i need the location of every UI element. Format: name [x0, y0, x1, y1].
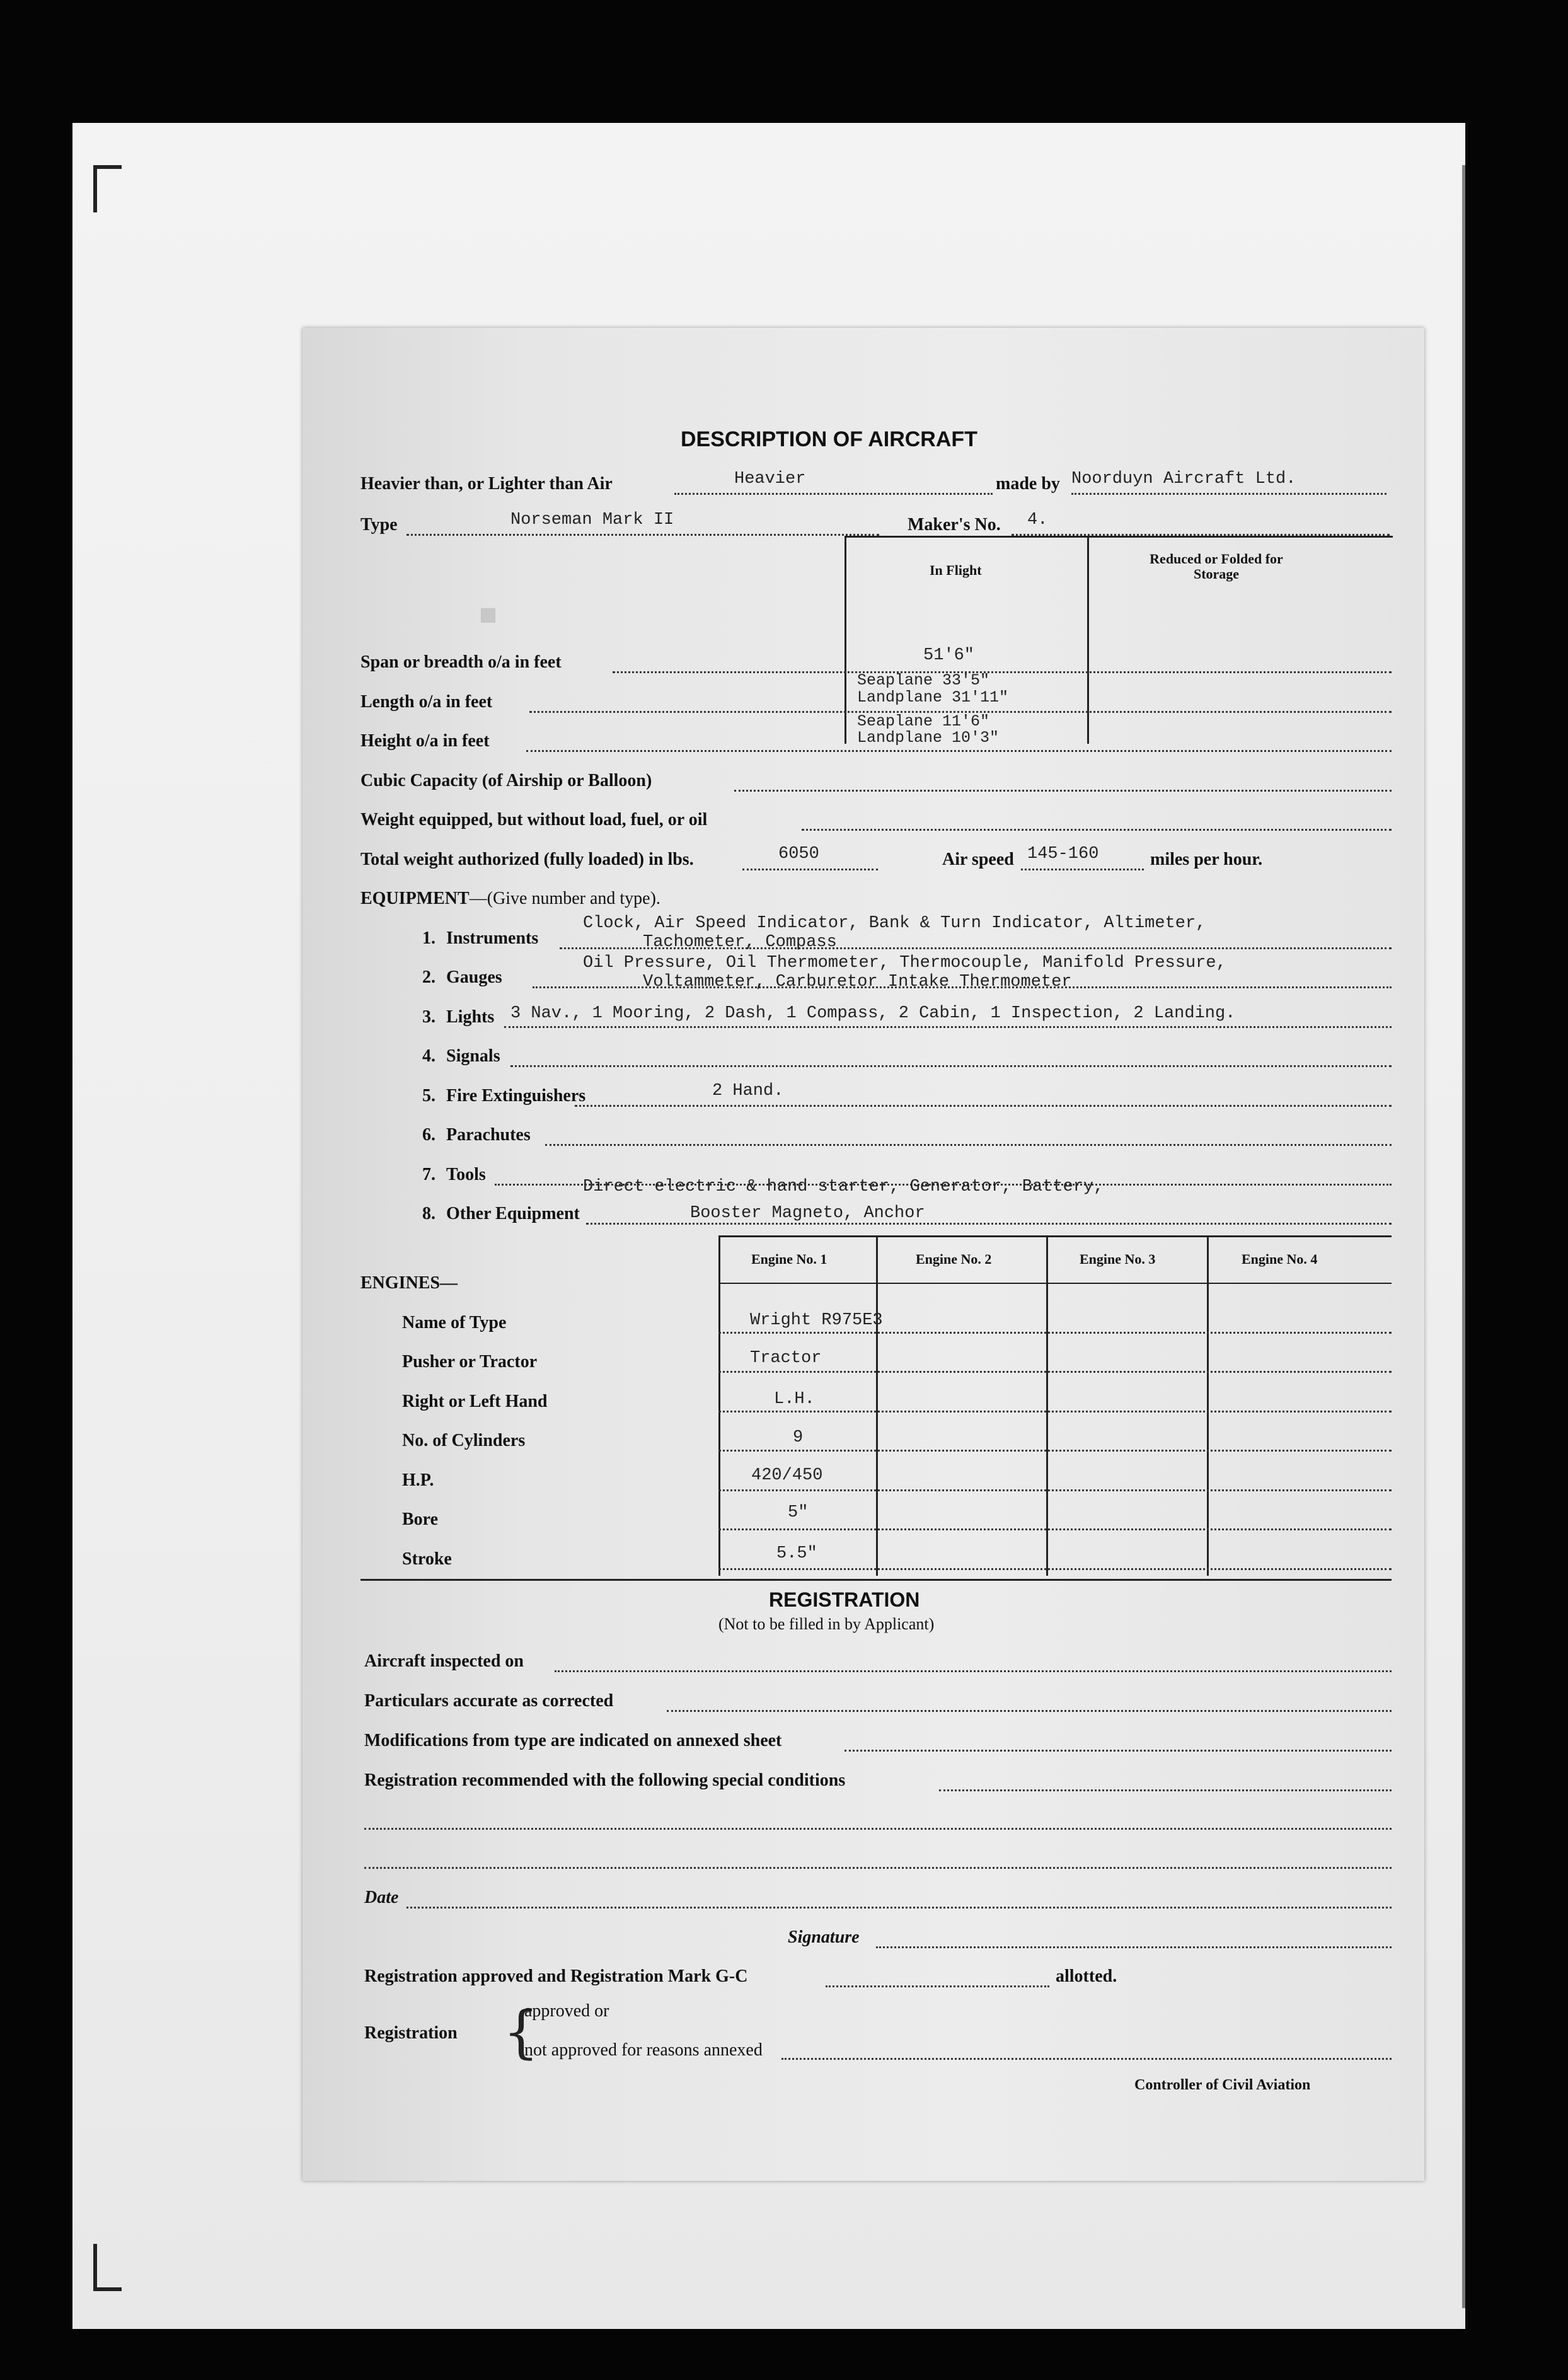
engines-header-rule	[718, 1283, 1392, 1284]
made-by-label: made by	[996, 474, 1060, 494]
recommended-label: Registration recommended with the following special conditions	[364, 1771, 846, 1790]
modifications-label: Modifications from type are indicated on annexed sheet	[364, 1731, 782, 1750]
total-weight-label: Total weight authorized (fully loaded) in lbs.	[360, 850, 694, 869]
weight-equipped-line	[802, 829, 1392, 831]
modifications-line	[845, 1750, 1392, 1752]
equipment-item-value-2: Tachometer, Compass	[643, 933, 837, 952]
engine-row-line	[718, 1528, 1392, 1530]
engine-row-line	[718, 1411, 1392, 1412]
type-value: Norseman Mark II	[510, 511, 674, 529]
equipment-item-num: 7.	[422, 1165, 435, 1184]
engine-row-line	[718, 1489, 1392, 1491]
engines-divider-1	[718, 1235, 720, 1576]
engine-col-2: Engine No. 2	[916, 1251, 992, 1267]
dims-table-top	[845, 536, 1393, 538]
equipment-item-label: Parachutes	[446, 1125, 531, 1145]
engine-row-value: L.H.	[774, 1390, 815, 1409]
air-type-line	[674, 493, 993, 495]
crop-mark-top-left-h	[93, 165, 122, 169]
engines-divider-3	[1046, 1235, 1048, 1576]
airspeed-value: 145-160	[1027, 845, 1099, 864]
weight-equipped-label: Weight equipped, but without load, fuel, or oil	[360, 810, 708, 829]
approved-or-label: approved or	[524, 2001, 609, 2021]
equipment-item-num: 2.	[422, 968, 435, 987]
engine-row-label: No. of Cylinders	[402, 1431, 526, 1450]
height-value-landplane: Landplane 10'3"	[857, 729, 1000, 747]
engine-row-value: 5"	[788, 1503, 809, 1522]
total-weight-value: 6050	[778, 845, 819, 864]
bleed-through-text: ■	[479, 599, 497, 633]
crop-mark-bottom-left-h	[93, 2287, 122, 2291]
engine-row-label: Name of Type	[402, 1313, 507, 1332]
equipment-heading-note: —(Give number and type).	[469, 889, 660, 908]
equipment-item-line	[575, 1105, 1392, 1107]
equipment-item-line	[510, 1065, 1392, 1067]
conditions-line-2	[364, 1867, 1392, 1869]
length-value-seaplane: Seaplane 33'5"	[857, 671, 990, 690]
crop-mark-bottom-left	[93, 2244, 97, 2291]
conditions-line-1	[364, 1828, 1392, 1830]
length-label: Length o/a in feet	[360, 692, 493, 712]
signature-line	[876, 1946, 1392, 1948]
engine-row-line	[718, 1371, 1392, 1373]
engine-row-line	[718, 1332, 1392, 1334]
equipment-heading	[360, 889, 660, 909]
equipment-item-label: Tools	[446, 1165, 486, 1184]
registration-label: Registration	[364, 2023, 458, 2043]
equipment-item-value: Booster Magneto, Anchor	[690, 1204, 925, 1223]
equipment-item-value: Direct electric & hand starter, Generator, Battery,	[583, 1177, 1104, 1196]
air-type-value: Heavier	[734, 470, 806, 488]
equipment-item-num: 3.	[422, 1007, 435, 1027]
registration-brace: {	[503, 1999, 539, 2065]
height-label: Height o/a in feet	[360, 731, 490, 751]
engines-divider-4	[1207, 1235, 1209, 1576]
approved-mark-line	[826, 1985, 1049, 1987]
engine-row-value: 5.5"	[776, 1544, 817, 1563]
crop-mark-top-left	[93, 165, 97, 212]
engine-row-label: Bore	[402, 1510, 439, 1529]
aircraft-inspected-label: Aircraft inspected on	[364, 1651, 524, 1671]
equipment-item-line	[545, 1144, 1392, 1146]
equipment-item-line	[586, 1223, 1392, 1225]
equipment-item-label: Gauges	[446, 968, 502, 987]
engine-row-label: Stroke	[402, 1549, 452, 1569]
equipment-item-label: Instruments	[446, 928, 539, 948]
allotted-label: allotted.	[1056, 1967, 1117, 1986]
aircraft-form	[303, 328, 1424, 2181]
engine-row-value: 420/450	[751, 1466, 823, 1485]
engines-heading: ENGINES—	[360, 1273, 458, 1293]
made-by-line	[1071, 493, 1386, 495]
equipment-heading-title: EQUIPMENT	[360, 889, 470, 908]
engine-col-4: Engine No. 4	[1242, 1251, 1318, 1267]
equipment-item-line	[504, 1026, 1392, 1028]
type-label: Type	[360, 515, 398, 534]
date-line	[406, 1907, 1392, 1909]
controller-label: Controller of Civil Aviation	[1134, 2077, 1311, 2093]
equipment-item-value: 3 Nav., 1 Mooring, 2 Dash, 1 Compass, 2 Cabin, 1 Inspection, 2 Landing.	[510, 1004, 1236, 1023]
makers-no-value: 4.	[1027, 511, 1048, 529]
engine-row-label: H.P.	[402, 1470, 434, 1490]
registration-note: (Not to be filled in by Applicant)	[718, 1615, 935, 1633]
equipment-item-value: 2 Hand.	[712, 1082, 784, 1100]
equipment-item-label: Signals	[446, 1046, 500, 1066]
date-label: Date	[364, 1888, 399, 1907]
page-title: DESCRIPTION OF AIRCRAFT	[681, 427, 977, 451]
cubic-capacity-line	[734, 790, 1392, 792]
airspeed-line	[1021, 869, 1144, 870]
cubic-capacity-label: Cubic Capacity (of Airship or Balloon)	[360, 771, 652, 790]
equipment-item-label: Fire Extinguishers	[446, 1086, 586, 1106]
equipment-item-num: 8.	[422, 1204, 435, 1223]
made-by-value: Noorduyn Aircraft Ltd.	[1071, 470, 1296, 488]
air-type-label: Heavier than, or Lighter than Air	[360, 474, 613, 494]
equipment-item-num: 4.	[422, 1046, 435, 1066]
engine-row-value: Tractor	[750, 1349, 822, 1368]
particulars-line	[667, 1710, 1392, 1712]
engine-row-label: Right or Left Hand	[402, 1392, 548, 1411]
not-approved-label: not approved for reasons annexed	[524, 2040, 763, 2060]
crop-mark-top-right	[1462, 165, 1465, 2308]
col-in-flight: In Flight	[930, 562, 982, 578]
approved-mark-label: Registration approved and Registration Mark G-C	[364, 1967, 748, 1986]
registration-heading: REGISTRATION	[769, 1588, 920, 1611]
equipment-item-value: Clock, Air Speed Indicator, Bank & Turn Indicator, Altimeter,	[583, 914, 1206, 933]
equipment-item-num: 1.	[422, 928, 435, 948]
engine-row-label: Pusher or Tractor	[402, 1352, 538, 1372]
height-line	[526, 750, 1392, 752]
equipment-item-num: 6.	[422, 1125, 435, 1145]
engines-divider-2	[876, 1235, 878, 1576]
equipment-item-value-2: Voltammeter, Carburetor Intake Thermometer	[643, 973, 1072, 991]
registration-decision-line	[781, 2058, 1392, 2060]
airspeed-unit: miles per hour.	[1150, 850, 1263, 869]
equipment-item-value: Oil Pressure, Oil Thermometer, Thermocouple, Manifold Pressure,	[583, 954, 1226, 973]
engine-row-value: 9	[793, 1428, 804, 1447]
airspeed-label: Air speed	[942, 850, 1014, 869]
signature-label: Signature	[788, 1927, 860, 1947]
span-line	[613, 671, 1392, 673]
engine-row-line	[718, 1450, 1392, 1452]
engine-col-3: Engine No. 3	[1080, 1251, 1156, 1267]
recommended-line	[939, 1789, 1392, 1791]
engines-table-top	[718, 1235, 1392, 1237]
equipment-item-label: Lights	[446, 1007, 495, 1027]
engine-row-line	[718, 1568, 1392, 1570]
equipment-item-label: Other Equipment	[446, 1204, 580, 1223]
engines-table-bottom	[360, 1579, 1392, 1581]
col-reduced-storage: Reduced or Folded for Storage	[1150, 551, 1283, 582]
aircraft-inspected-line	[555, 1670, 1392, 1672]
type-line	[406, 534, 879, 536]
engine-col-1: Engine No. 1	[751, 1251, 827, 1267]
span-label: Span or breadth o/a in feet	[360, 652, 562, 672]
total-weight-line	[742, 869, 878, 870]
height-value-seaplane: Seaplane 11'6"	[857, 712, 990, 731]
makers-no-label: Maker's No.	[908, 515, 1001, 534]
span-value: 51'6"	[923, 646, 975, 665]
particulars-label: Particulars accurate as corrected	[364, 1691, 614, 1711]
engine-row-value: Wright R975E3	[750, 1311, 883, 1330]
length-value-landplane: Landplane 31'11"	[857, 688, 1009, 707]
equipment-item-num: 5.	[422, 1086, 435, 1106]
